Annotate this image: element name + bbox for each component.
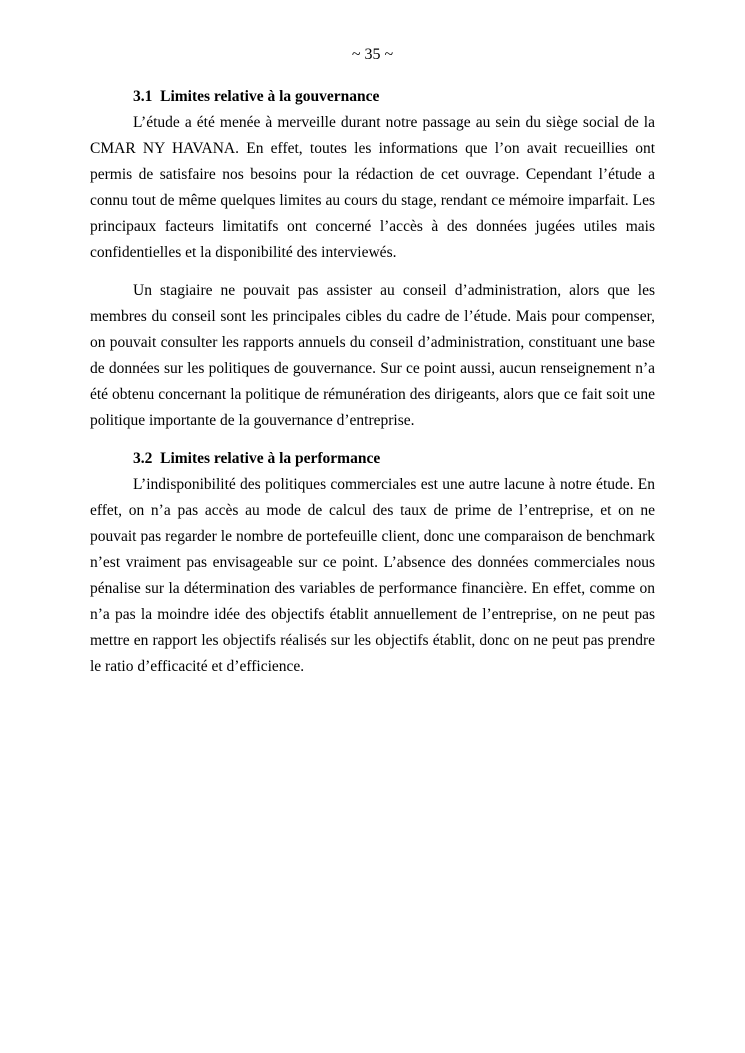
paragraph-governance-1: L’étude a été menée à merveille durant notre passage au sein du siège social de la CMAR NY HAVANA. En effet, toutes les informations que l’on avait recueillies ont permis de satisfaire nos besoins pour la rédaction de cet ouvrage. Cependant l’étude a connu tout de même quelques limites au cours du stage, rendant ce mémoire imparfait. Les principaux facteurs limitatifs ont concerné l’accès à des données jugées utiles mais confidentielles et la disponibilité des interviewés.	[90, 114, 655, 261]
section-heading-3-2: 3.2 Limites relative à la performance	[133, 450, 381, 467]
section-heading-3-1: 3.1 Limites relative à la gouvernance	[133, 88, 380, 105]
page-number: ~ 35 ~	[351, 46, 394, 63]
paragraph-governance-2: Un stagiaire ne pouvait pas assister au conseil d’administration, alors que les membres du conseil sont les principales cibles du cadre de l’étude. Mais pour compenser, on pouvait consulter les rapports annuels du conseil d’administration, constituant une base de données sur les politiques de gouvernance. Sur ce point aussi, aucun renseignement n’a été obtenu concernant la politique de rémunération des dirigeants, alors que ce fait soit une politique importante de la gouvernance d’entreprise.	[90, 282, 655, 429]
paragraph-performance-1: L’indisponibilité des politiques commerciales est une autre lacune à notre étude. En effet, on n’a pas accès au mode de calcul des taux de prime de l’entreprise, et on ne pouvait pas regarder le nombre de portefeuille client, donc une comparaison de benchmark n’est vraiment pas envisageable sur ce point. L’absence des données commerciales nous pénalise sur la détermination des variables de performance financière. En effet, comme on n’a pas la moindre idée des objectifs établit annuellement de l’entreprise, on ne peut pas mettre en rapport les objectifs réalisés sur les objectifs établit, donc on ne peut pas prendre le ratio d’efficacité et d’efficience.	[90, 476, 655, 675]
